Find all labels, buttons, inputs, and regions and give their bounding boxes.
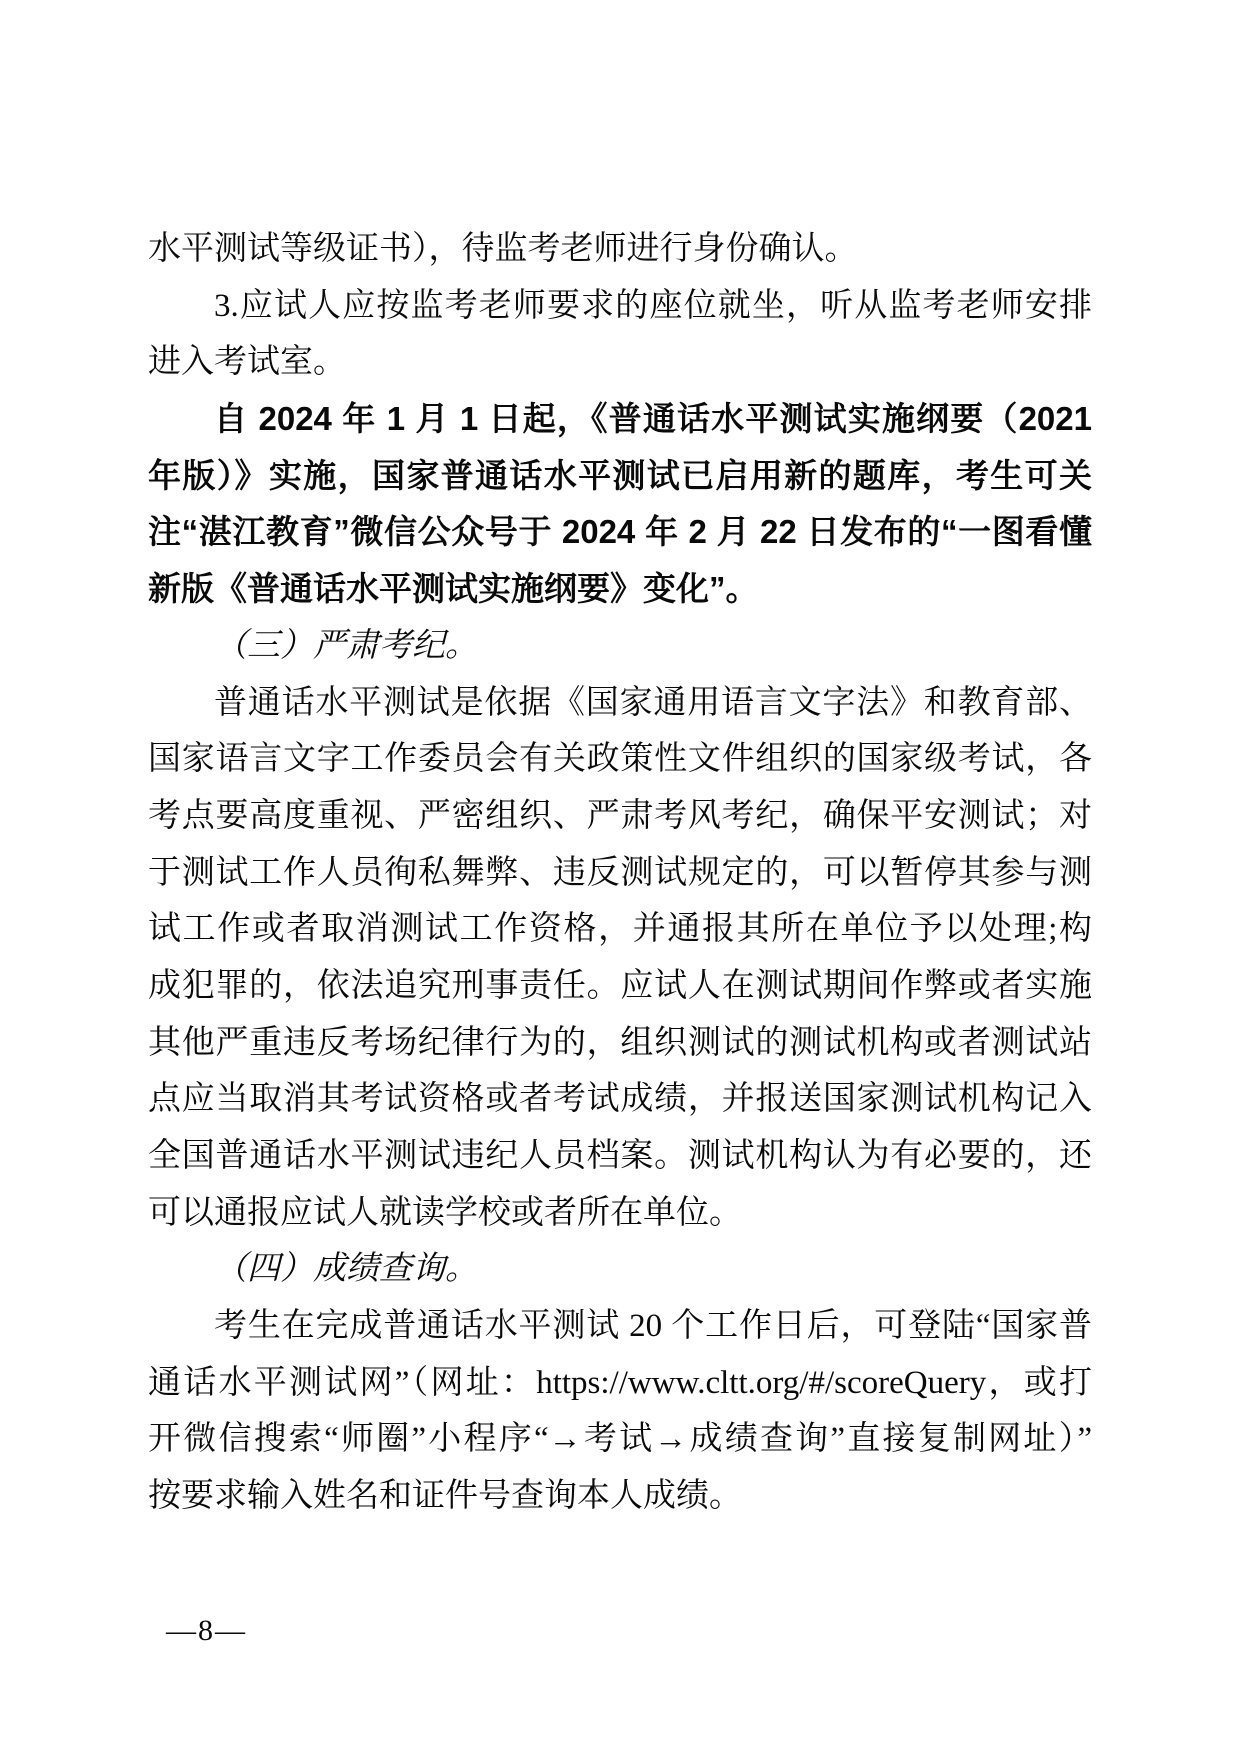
text-line: 水平测试等级证书），待监考老师进行身份确认。: [148, 231, 858, 267]
text-line: 成犯罪的，依法追究刑事责任。应试人在测试期间作弊或者实施: [148, 967, 1092, 1004]
text-line: 于测试工作人员徇私舞弊、违反测试规定的，可以暂停其参与测: [148, 854, 1092, 891]
text-line: 自 2024 年 1 月 1 日起，《普通话水平测试实施纲要（2021: [214, 400, 1092, 438]
text-line: （三）严肃考纪。: [214, 627, 478, 664]
text-line: 可以通报应试人就读学校或者所在单位。: [148, 1194, 742, 1231]
text-line: 试工作或者取消测试工作资格，并通报其所在单位予以处理;构: [148, 911, 1092, 948]
text-line: 其他严重违反考场纪律行为的，组织测试的测试机构或者测试站: [148, 1024, 1092, 1061]
text-line: 新版《普通话水平测试实施纲要》变化”。: [148, 570, 759, 608]
paragraph: [148, 675, 1092, 1242]
document-content: [148, 221, 1092, 1525]
section-heading: [148, 1241, 1092, 1298]
text-line: 进入考试室。: [148, 344, 346, 381]
text-line: 普通话水平测试是依据《国家通用语言文字法》和教育部、: [214, 684, 1092, 721]
paragraph: [148, 278, 1092, 391]
paragraph: [148, 391, 1092, 618]
text-line: 注“湛江教育”微信公众号于 2024 年 2 月 22 日发布的“一图看懂: [148, 513, 1092, 551]
paragraph: [148, 221, 1092, 278]
text-line: 开微信搜索“师圈”小程序“→考试→成绩查询”直接复制网址）”: [148, 1421, 1092, 1458]
text-line: 通话水平测试网”（网址：https://www.cltt.org/#/scoreQuery，或打: [148, 1364, 1092, 1401]
text-line: （四）成绩查询。: [214, 1251, 478, 1288]
page-number: —8—: [166, 1614, 247, 1647]
text-line: 考生在完成普通话水平测试 20 个工作日后，可登陆“国家普: [214, 1308, 1092, 1345]
text-line: 国家语言文字工作委员会有关政策性文件组织的国家级考试，各: [148, 741, 1092, 778]
paragraph: [148, 1298, 1092, 1525]
text-line: 3.应试人应按监考老师要求的座位就坐，听从监考老师安排: [214, 287, 1092, 324]
text-line: 按要求输入姓名和证件号查询本人成绩。: [148, 1478, 742, 1515]
text-line: 考点要高度重视、严密组织、严肃考风考纪，确保平安测试；对: [148, 797, 1092, 834]
text-line: 全国普通话水平测试违纪人员档案。测试机构认为有必要的，还: [148, 1138, 1092, 1174]
text-line: 年版）》实施，国家普通话水平测试已启用新的题库，考生可关: [148, 456, 1092, 494]
text-line: 点应当取消其考试资格或者考试成绩，并报送国家测试机构记入: [148, 1081, 1092, 1118]
section-heading: [148, 618, 1092, 675]
